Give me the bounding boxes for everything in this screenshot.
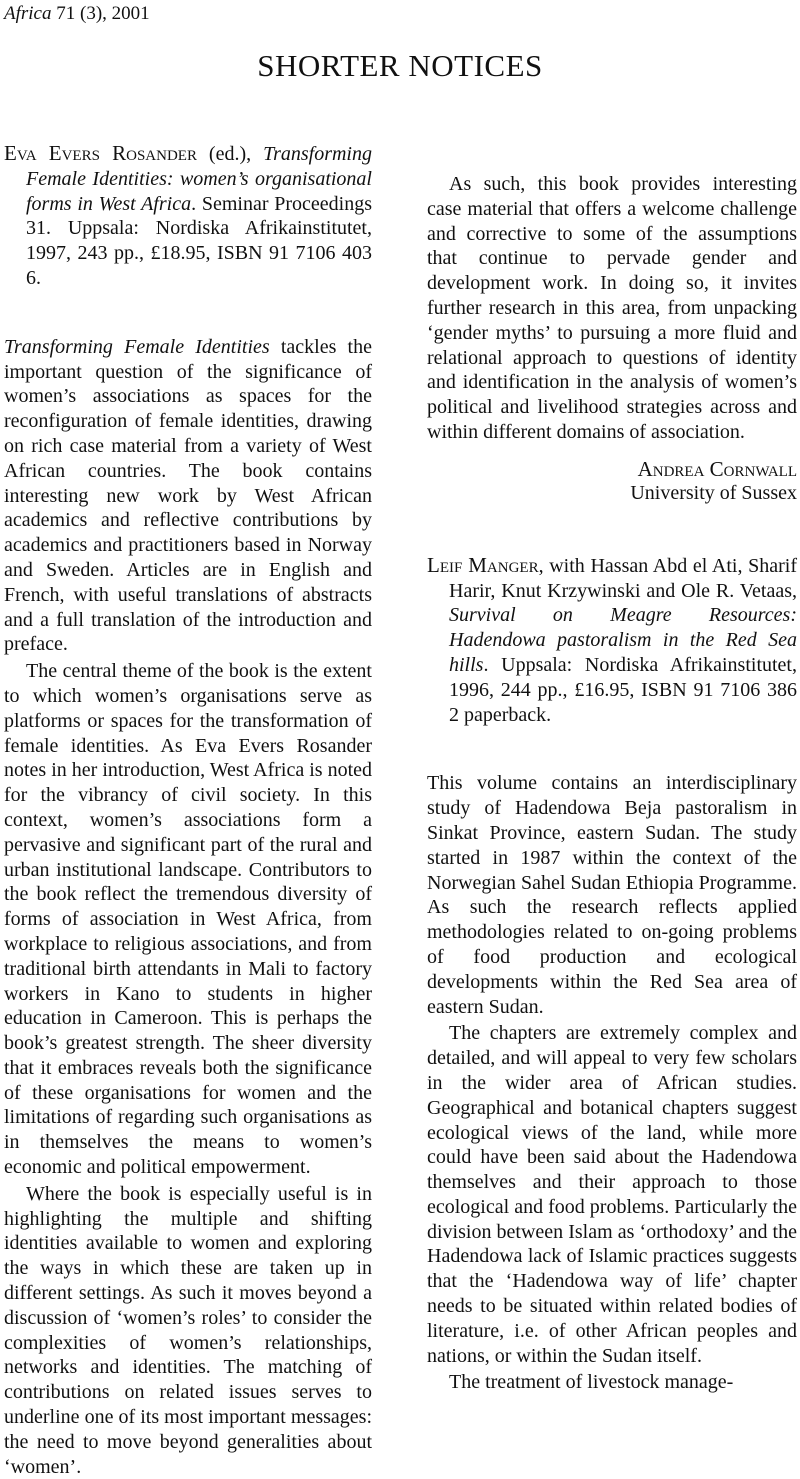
left-column xyxy=(4,97,372,1479)
review1-editor: Eva Evers Rosander xyxy=(4,141,197,165)
review2-citation xyxy=(427,553,797,728)
review1-editor-note: (ed.), xyxy=(196,143,264,165)
review1-p1-title-ref: Transforming Female Identities xyxy=(4,335,270,358)
review1-affiliation: University of Sussex xyxy=(630,481,797,504)
review1-book-details: . Seminar Proceedings 31. Uppsala: Nordiska Afrikainstitutet, 1997, 243 pp., £18.95, ISBN 91 7106 403 6. xyxy=(26,192,373,289)
review2-coauthors: , with Hassan Abd el Ati, Sharif Harir, Knut Krzywinski and Ole R. Vetaas, xyxy=(449,554,797,602)
review1-book-title: Transforming Female Identities: women’s organisational forms in West Africa xyxy=(26,143,372,215)
review2-paragraph-3: The treatment of livestock manage- xyxy=(449,1371,734,1394)
review1-paragraph-3: Where the book is especially useful is in highlighting the multiple and shifting identities available to women and exploring the ways in which these are taken up in different settings. As such it moves beyond a discussion of ‘women’s roles’ to consider the complexities of women’s relationships, networks and identities. The matching of contributions on related issues serves to underline one of its most important messages: the need to move beyond generalities about ‘women’. xyxy=(4,1182,372,1478)
journal-issue: 71 (3), 2001 xyxy=(56,3,150,24)
review1-paragraph-1 xyxy=(4,335,372,657)
review2-paragraph-1: This volume contains an interdisciplinary study of Hadendowa Beja pastoralism in Sinkat Province, eastern Sudan. The study started in 1987 within the context of the Norwegian Sahel Sudan Ethiopia Programme. As such the research reflects applied methodologies related to on-going problems of food production and ecological developments within the Red Sea area of eastern Sudan. xyxy=(427,772,797,1018)
review1-reviewer: Andrea Cornwall xyxy=(637,456,797,481)
review2-paragraph-2: The chapters are extremely complex and detailed, and will appeal to very few scholars in the wider area of African studies. Geographical and botanical chapters suggest ecological views of the land, while more could have been said about the Hadendowa themselves and their approach to those ecological and food problems. Particularly the division between Islam as ‘orthodoxy’ and the Hadendowa lack of Islamic practices suggests that the ‘Hadendowa way of life’ chapter needs to be situated within related bodies of literature, i.e. of other African peoples and nations, or within the Sudan itself. xyxy=(427,1022,797,1367)
review2-book-title: Survival on Meagre Resources: Hadendowa pastoralism in the Red Sea hills xyxy=(449,604,797,676)
right-column-content xyxy=(427,172,797,1395)
review1-p1-text: tackles the important question of the significance of women’s associations as spaces for the reconfiguration of female identities, drawing on rich case material from a variety of West African countries. The book contains interesting new work by West African academics and reflective contributions by academics and practitioners based in Norway and Sweden. Articles are in English and French, with useful translations of abstracts and a full translation of the introduction and preface. xyxy=(4,335,372,656)
review1-paragraph-2: The central theme of the book is the extent to which women’s organisations serve as platforms or spaces for the transformation of female identities. As Eva Evers Rosander notes in her introduction, West Africa is noted for the vibrancy of civil society. In this context, women’s associations form a pervasive and significant part of the rural and urban institutional landscape. Contributors to the book reflect the tremendous diversity of forms of association in West Africa, from workplace to religious associations, and from traditional birth attendants in Mali to factory workers in Kano to students in higher education in Cameroon. This is perhaps the book’s greatest strength. The sheer diversity that it embraces reveals both the significance of these organisations for women and the limitations of regarding such organisations as in themselves the means to women’s economic and political empowerment. xyxy=(4,660,372,1179)
section-title: SHORTER NOTICES xyxy=(257,48,543,83)
review2-author: Leif Manger xyxy=(427,552,539,577)
review2-book-details: . Uppsala: Nordiska Afrikainstitutet, 1996, 244 pp., £16.95, ISBN 91 7106 386 2 paperback. xyxy=(449,653,797,726)
running-header xyxy=(4,2,150,26)
review1-paragraph-4: As such, this book provides interesting case material that offers a welcome challenge and corrective to some of the assumptions that continue to pervade gender and development work. In doing so, it invites further research in this area, from unpacking ‘gender myths’ to pursuing a more fluid and relational approach to questions of identity and identification in the analysis of women’s political and livelihood strategies across and within different domains of association. xyxy=(427,173,797,443)
journal-name: Africa xyxy=(4,3,52,24)
review1-citation xyxy=(4,141,372,291)
